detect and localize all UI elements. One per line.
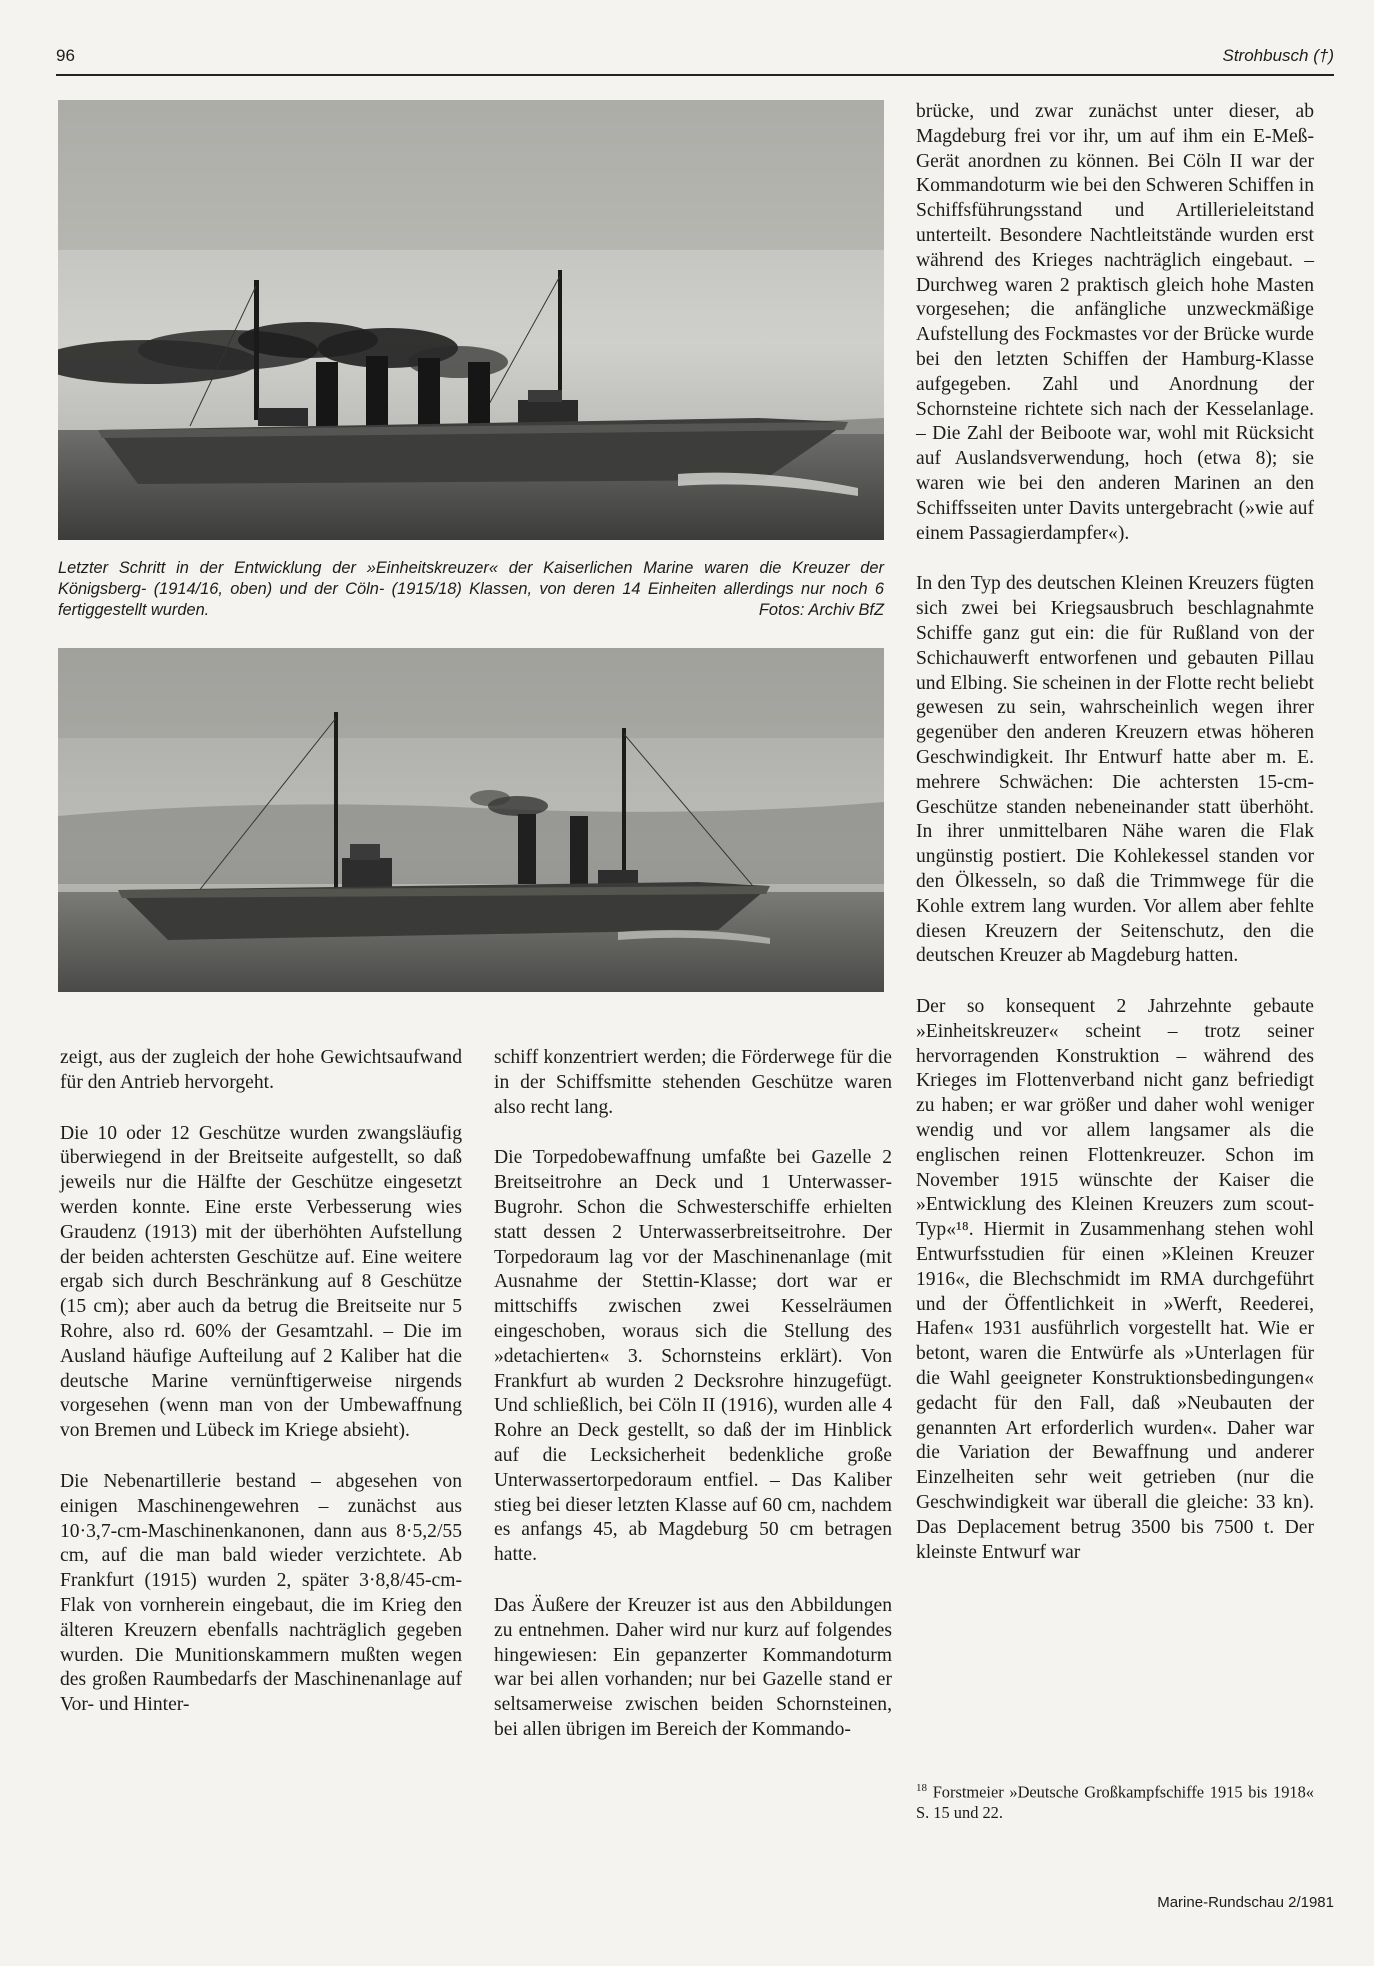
journal-footer: Marine-Rundschau 2/1981 [1157,1894,1334,1911]
text-column-1 [60,1046,462,1718]
photo-credit: Fotos: Archiv BfZ [758,601,884,619]
cruiser-photo-top [58,100,884,540]
footnote-text: Forstmeier »Deutsche Großkampfschiffe 1915 bis 1918« S. 15 und 22. [916,1782,1314,1823]
header-rule [56,74,1334,76]
paragraph: Der so konsequent 2 Jahrzehnte gebaute »Einheitskreuzer« scheint – trotz seiner hervorragenden Konstruktion – während des Krieges im Flottenverband nicht ganz befriedigt zu haben; er war größer und daher wohl weniger wendig und vor allem langsamer als die englischen reinen Flottenkreuzer. Schon im November 1915 wünschte der Kaiser die »Entwicklung des Kleinen Kreuzers zum scout-Typ«¹⁸. Hiermit in Zusammenhang stehen wohl Entwurfsstudien für einen »Kleinen Kreuzer 1916«, die Blechschmidt im RMA durchgeführt und der Öffentlichkeit in »Werft, Reederei, Hafen« 1931 ausführlich vorgestellt hat. Wie er betont, waren die Entwürfe als »Unterlagen für die Wahl geeigneter Konstruktionsbedingungen« gedacht für den Fall, daß »Neubauten der genannten Art erforderlich wurden«. Daher war die Variation der Bewaffnung und anderer Einzelheiten sehr weit getrieben (nur die Geschwindigkeit war überall die gleiche: 33 kn). Das Deplacement betrug 3500 bis 7500 t. Der kleinste Entwurf war [916,996,1314,1563]
paragraph: zeigt, aus der zugleich der hohe Gewichtsaufwand für den Antrieb hervorgeht. [60,1047,462,1093]
paragraph: Die 10 oder 12 Geschütze wurden zwangsläufig überwiegend in der Breitseite aufgestellt, so daß jeweils nur die Hälfte der Geschütze eingesetzt werden konnte. Eine erste Verbesserung wies Graudenz (1913) mit der überhöhten Aufstellung der beiden achtersten Geschütze auf. Eine weitere ergab sich durch Beschränkung auf 8 Geschütze (15 cm); aber auch da betrug die Breitseite nur 5 Rohre, also rd. 60% der Gesamtzahl. – Die im Ausland häufige Aufteilung auf 2 Kaliber hat die deutsche Marine vernünftigerweise nirgends vorgesehen (wenn man von der Umbewaffnung von Bremen und Lübeck im Kriege absieht). [60,1122,462,1442]
footnote [916,1778,1314,1823]
figure-caption [58,558,884,621]
paragraph: Das Äußere der Kreuzer ist aus den Abbildungen zu entnehmen. Daher wird nur kurz auf folgendes hingewiesen: Ein gepanzerter Kommandoturm war bei allen vorhanden; nur bei Gazelle stand er seltsamerweise zwischen beiden Schornsteinen, bei allen übrigen im Bereich der Kommando- [494,1594,892,1740]
paragraph: Die Torpedobewaffnung umfaßte bei Gazelle 2 Breitseitrohre an Deck und 1 Unterwasser-Bugrohr. Schon die Schwesterschiffe erhielten statt dessen 2 Unterwasserbreitseitrohre. Der Torpedoraum lag vor der Maschinenanlage (mit Ausnahme der Stettin-Klasse; dort war er mittschiffs zwischen zwei Kesselräumen eingeschoben, woraus sich die Stellung des »detachierten« 3. Schornsteins erklärt). Von Frankfurt ab wurden 2 Decksrohre hinzugefügt. Und schließlich, bei Cöln II (1916), wurden alle 4 Rohre an Deck gestellt, so daß der im Hinblick auf die Lecksicherheit bedenkliche große Unterwassertorpedoraum entfiel. – Das Kaliber stieg bei dieser letzten Klasse auf 60 cm, nachdem es anfangs 45, ab Magdeburg 50 cm betragen hatte. [494,1147,892,1566]
paragraph: schiff konzentriert werden; die Förderwege für die in der Schiffsmitte stehenden Geschütze waren also recht lang. [494,1047,892,1118]
footnote-marker: 18 [916,1782,927,1794]
author-running-head: Strohbusch (†) [1222,46,1334,65]
text-column-2 [494,1046,892,1743]
text-column-3 [916,100,1314,1565]
caption-text: Letzter Schritt in der Entwicklung der »Einheitskreuzer« der Kaiserlichen Marine waren die Kreuzer der Königsberg- (1914/16, oben) und der Cöln- (1915/18) Klassen, von deren 14 Einheiten allerdings nur noch 6 fertiggestellt wurden. [58,559,884,619]
paragraph: In den Typ des deutschen Kleinen Kreuzers fügten sich zwei bei Kriegsausbruch beschlagnahmte Schiffe ganz gut ein: die für Rußland von der Schichauwerft entworfenen und gebauten Pillau und Elbing. Sie scheinen in der Flotte recht beliebt gewesen zu sein, wahrscheinlich wegen ihrer gegenüber den anderen Kreuzern etwas höheren Geschwindigkeit. Ihr Entwurf hatte aber m. E. mehrere Schwächen: Die achtersten 15-cm-Geschütze standen nebeneinander statt überhöht. In ihrer unmittelbaren Nähe waren die Flak ungünstig postiert. Die Kohlekessel standen vor den Ölkesseln, so daß die Trimmwege für die Kohle extrem lang wurden. Vor allem aber fehlte diesen Kreuzern der Seitenschutz, den die deutschen Kreuzer ab Magdeburg hatten. [916,573,1314,967]
page-number: 96 [56,46,75,65]
paragraph: brücke, und zwar zunächst unter dieser, ab Magdeburg frei vor ihr, um auf ihm ein E-Meß-Gerät anordnen zu können. Bei Cöln II war der Kommandoturm wie bei den Schweren Schiffen in Schiffsführungsstand und Artillerieleitstand unterteilt. Besondere Nachtleitstände wurden erst während des Krieges nachträglich eingebaut. – Durchweg waren 2 praktisch gleich hohe Masten vorgesehen; die anfängliche unzweckmäßige Aufstellung des Fockmastes vor der Brücke wurde bei den letzten Schiffen der Hamburg-Klasse aufgegeben. Zahl und Anordnung der Schornsteine richtete sich nach der Kesselanlage. – Die Zahl der Beiboote war, wohl mit Rücksicht auf Auslandsverwendung, hoch (etwa 8); sie waren wie bei den anderen Marinen an den Schiffsseiten unter Davits untergebracht (»wie auf einem Passagierdampfer«). [916,101,1314,544]
paragraph: Die Nebenartillerie bestand – abgesehen von einigen Maschinengewehren – zunächst aus 10·3,7-cm-Maschinenkanonen, dann aus 8·5,2/55 cm, auf die man bald wieder verzichtete. Ab Frankfurt (1915) wurden 2, später 3·8,8/45-cm-Flak von vornherein eingebaut, die im Krieg den älteren Kreuzern ebenfalls nachträglich gegeben wurden. Die Munitionskammern mußten wegen des großen Raumbedarfs der Maschinenanlage auf Vor- und Hinter- [60,1470,462,1716]
cruiser-photo-bottom [58,648,884,992]
